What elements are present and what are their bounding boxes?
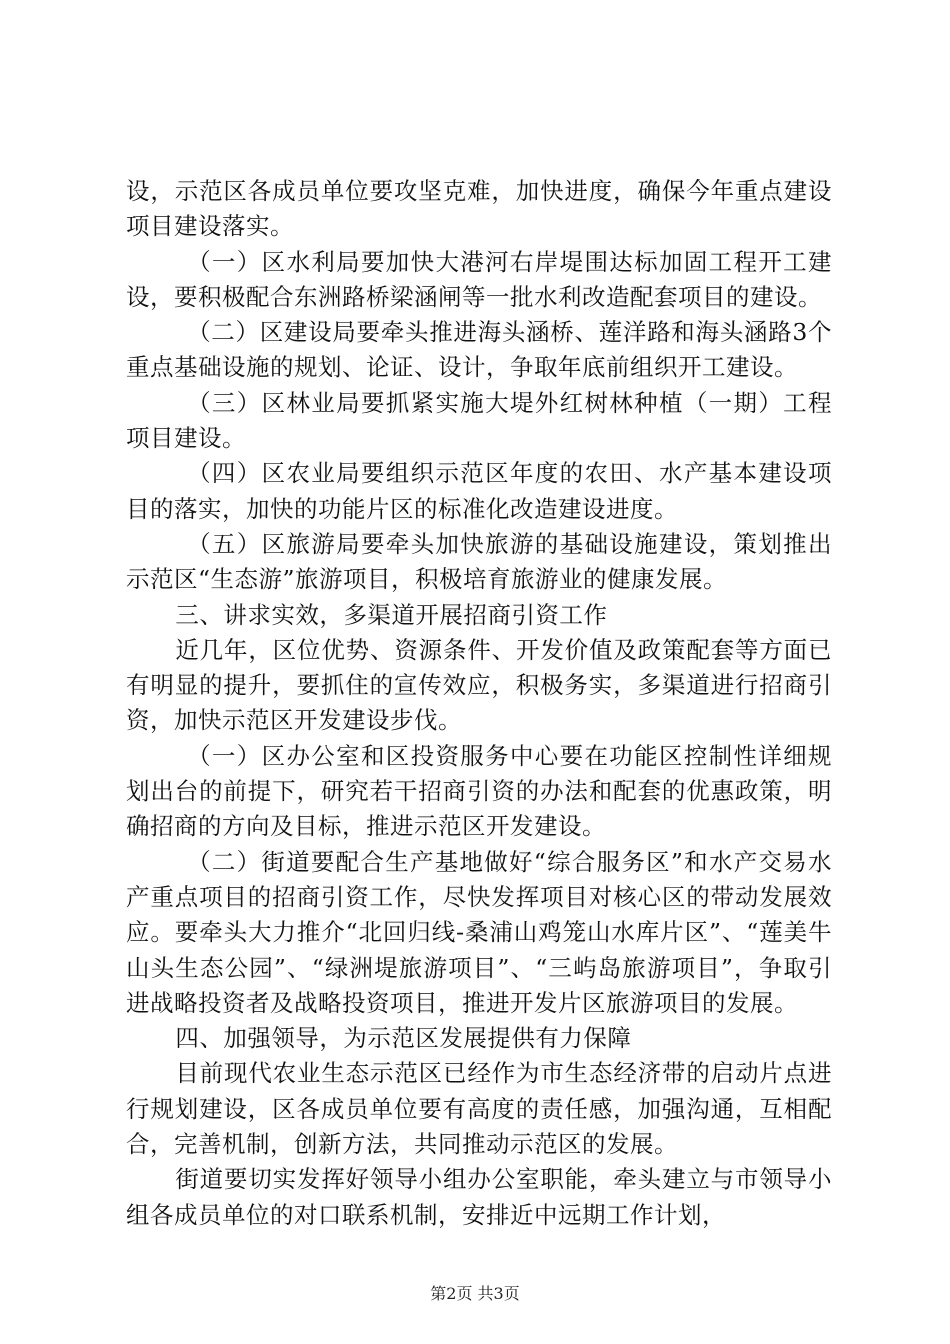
paragraph-section-4-body: 街道要切实发挥好领导小组办公室职能，牵头建立与市领导小组各成员单位的对口联系机制，安排近中远期工作计划， bbox=[126, 1165, 832, 1229]
paragraph-section-3-item-1: （一）区办公室和区投资服务中心要在功能区控制性详细规划出台的前提下，研究若干招商引资的办法和配套的优惠政策，明确招商的方向及目标，推进示范区开发建设。 bbox=[126, 741, 832, 841]
document-body bbox=[126, 174, 832, 1233]
paragraph-section-3-intro: 近几年，区位优势、资源条件、开发价值及政策配套等方面已有明显的提升，要抓住的宣传效应，积极务实，多渠道进行招商引资，加快示范区开发建设步伐。 bbox=[126, 635, 832, 735]
section-heading-4: 四、加强领导，为示范区发展提供有力保障 bbox=[175, 1024, 632, 1053]
paragraph-item-5: （五）区旅游局要牵头加快旅游的基础设施建设，策划推出示范区“生态游”旅游项目，积极培育旅游业的健康发展。 bbox=[126, 529, 832, 594]
page-number-footer: 第2页 共3页 bbox=[430, 1284, 520, 1303]
paragraph-item-3: （三）区林业局要抓紧实施大堤外红树林种植（一期）工程项目建设。 bbox=[126, 388, 832, 453]
paragraph-section-4-intro: 目前现代农业生态示范区已经作为市生态经济带的启动片点进行规划建设，区各成员单位要有高度的责任感，加强沟通，互相配合，完善机制，创新方法，共同推动示范区的发展。 bbox=[126, 1059, 832, 1159]
paragraph-item-1: （一）区水利局要加快大港河右岸堤围达标加固工程开工建设，要积极配合东洲路桥梁涵闸等一批水利改造配套项目的建设。 bbox=[126, 247, 832, 311]
paragraph-continuation: 设，示范区各成员单位要攻坚克难，加快进度，确保今年重点建设项目建设落实。 bbox=[126, 177, 832, 241]
paragraph-item-4: （四）区农业局要组织示范区年度的农田、水产基本建设项目的落实，加快的功能片区的标准化改造建设进度。 bbox=[126, 459, 832, 523]
paragraph-item-2: （二）区建设局要牵头推进海头涵桥、莲洋路和海头涵路3个重点基础设施的规划、论证、设计，争取年底前组织开工建设。 bbox=[126, 318, 832, 382]
paragraph-section-3-item-2: （二）街道要配合生产基地做好“综合服务区”和水产交易水产重点项目的招商引资工作，尽快发挥项目对核心区的带动发展效应。要牵头大力推介“北回归线-桑浦山鸡笼山水库片区”、“莲美牛山头生态公园”、“绿洲堤旅游项目”、“三屿岛旅游项目”，争取引进战略投资者及战略投资项目，推进开发片区旅游项目的发展。 bbox=[126, 847, 832, 1017]
section-heading-3: 三、讲求实效，多渠道开展招商引资工作 bbox=[175, 600, 608, 629]
